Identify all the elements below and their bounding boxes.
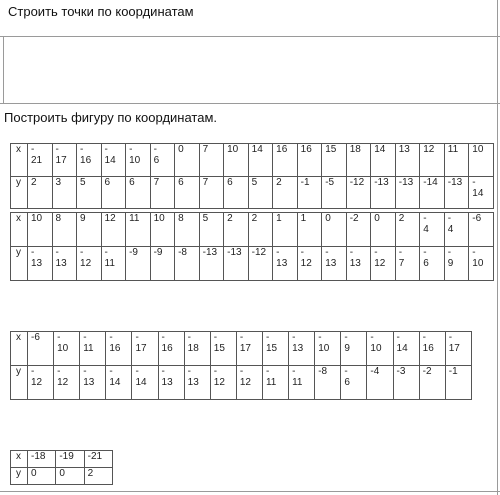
coord-cell: [371, 144, 396, 177]
coord-value: - 11: [292, 366, 303, 388]
coord-value: - 12: [31, 366, 43, 388]
divider-bottom: [0, 491, 500, 492]
coord-cell: [297, 213, 322, 247]
coord-value: 0: [325, 213, 331, 224]
task2-title: Построить фигуру по координатам.: [4, 110, 218, 125]
row-x: [11, 451, 113, 468]
coords-table-3: [10, 331, 472, 400]
row-x: [11, 332, 472, 366]
coord-cell: [236, 332, 262, 366]
row-x: [11, 144, 494, 177]
coord-value: -8: [318, 366, 328, 377]
coord-cell: [297, 177, 322, 209]
coord-cell: [273, 144, 298, 177]
coord-cell: [158, 366, 184, 400]
coord-cell: [469, 247, 494, 281]
coord-cell: [346, 247, 371, 281]
row-label: x: [11, 332, 28, 366]
right-border: [497, 0, 498, 495]
coord-cell: [28, 213, 53, 247]
coord-value: -13: [398, 177, 414, 188]
coord-value: - 13: [161, 366, 173, 388]
coord-cell: [175, 177, 200, 209]
coord-value: 10: [153, 213, 165, 224]
coord-value: -6: [472, 213, 482, 224]
row-label: y: [11, 247, 28, 281]
coord-value: - 16: [422, 332, 434, 354]
coord-value: - 10: [472, 247, 484, 269]
coord-value: -19: [59, 451, 74, 462]
coord-cell: [184, 332, 210, 366]
coord-value: 10: [227, 144, 239, 155]
coord-value: - 15: [265, 332, 278, 354]
coord-cell: [445, 332, 471, 366]
coord-value: -13: [447, 177, 463, 188]
coord-value: - 17: [55, 144, 67, 166]
coord-value: -9: [129, 247, 138, 258]
coord-value: - 7: [398, 247, 405, 269]
coord-cell: [28, 451, 56, 468]
coord-cell: [289, 366, 315, 400]
coord-cell: [52, 177, 77, 209]
coord-cell: [126, 177, 151, 209]
coord-value: - 11: [104, 247, 115, 269]
coord-cell: [184, 366, 210, 400]
coord-cell: [371, 213, 396, 247]
coord-cell: [77, 144, 102, 177]
coord-cell: [289, 332, 315, 366]
row-label: y: [11, 177, 28, 209]
coord-cell: [297, 144, 322, 177]
coord-value: - 4: [423, 213, 429, 235]
coord-cell: [248, 247, 273, 281]
coord-value: 6: [129, 177, 135, 188]
coord-value: 0: [31, 468, 37, 479]
coord-value: - 14: [396, 332, 408, 354]
coord-cell: [210, 332, 236, 366]
row-y: [11, 177, 494, 209]
coord-cell: [52, 247, 77, 281]
row-y: [11, 366, 472, 400]
coord-value: 7: [202, 177, 209, 188]
coord-value: -2: [422, 366, 432, 377]
coord-value: 13: [398, 144, 410, 155]
coord-value: 0: [59, 468, 65, 479]
coord-value: - 16: [109, 332, 121, 354]
coord-cell: [150, 177, 175, 209]
coord-value: - 6: [153, 144, 160, 166]
coord-cell: [346, 213, 371, 247]
coord-cell: [273, 247, 298, 281]
coord-cell: [322, 144, 347, 177]
coord-cell: [106, 332, 132, 366]
coord-value: 8: [55, 213, 62, 224]
coord-value: - 21: [31, 144, 43, 166]
coord-value: - 13: [349, 247, 361, 269]
coord-cell: [419, 366, 445, 400]
coord-value: - 12: [239, 366, 251, 388]
coord-value: 7: [202, 144, 209, 155]
coord-cell: [273, 213, 298, 247]
coord-value: 8: [178, 213, 184, 224]
coord-value: -3: [396, 366, 406, 377]
coord-cell: [248, 177, 273, 209]
coord-value: 2: [87, 468, 94, 479]
left-border: [3, 36, 4, 104]
coord-value: 10: [472, 144, 484, 155]
coord-cell: [444, 144, 469, 177]
coord-cell: [52, 213, 77, 247]
coord-cell: [28, 144, 53, 177]
coord-value: -18: [31, 451, 46, 462]
coord-value: -4: [370, 366, 380, 377]
coord-cell: [224, 247, 249, 281]
coord-cell: [445, 366, 471, 400]
coord-value: 10: [31, 213, 43, 224]
coord-value: - 17: [448, 332, 460, 354]
coord-cell: [273, 177, 298, 209]
coord-cell: [150, 213, 175, 247]
coord-cell: [101, 144, 126, 177]
coord-value: -13: [374, 177, 389, 188]
coord-value: - 16: [161, 332, 173, 354]
coord-value: 1: [276, 213, 282, 224]
coord-value: 14: [374, 144, 386, 155]
coord-cell: [199, 213, 224, 247]
coord-cell: [322, 177, 347, 209]
coord-value: - 10: [129, 144, 141, 166]
coords-table-4: [10, 450, 113, 485]
coord-value: - 4: [447, 213, 454, 235]
coord-value: - 9: [344, 332, 350, 354]
row-x: [11, 213, 494, 247]
coord-cell: [28, 177, 53, 209]
coord-value: - 12: [57, 366, 69, 388]
coord-cell: [371, 177, 396, 209]
coord-value: -6: [31, 332, 40, 343]
coord-cell: [77, 247, 102, 281]
coord-cell: [322, 247, 347, 281]
coord-cell: [248, 144, 273, 177]
row-y: [11, 468, 113, 485]
coord-cell: [444, 177, 469, 209]
coord-value: - 17: [239, 332, 251, 354]
coord-cell: [52, 144, 77, 177]
coord-value: -1: [448, 366, 458, 377]
coord-value: 11: [447, 144, 459, 155]
coord-value: 1: [300, 213, 307, 224]
coords-table-2: [10, 212, 494, 281]
row-label: x: [11, 213, 28, 247]
coord-cell: [371, 247, 396, 281]
coord-cell: [132, 332, 158, 366]
coord-value: - 14: [472, 177, 484, 199]
coord-cell: [28, 366, 54, 400]
coords-table-1: [10, 143, 494, 209]
coord-value: - 13: [83, 366, 95, 388]
coord-value: 6: [104, 177, 111, 188]
coord-value: -8: [178, 247, 187, 258]
coord-cell: [84, 451, 112, 468]
row-label: y: [11, 366, 28, 400]
coord-cell: [199, 247, 224, 281]
coord-cell: [248, 213, 273, 247]
coord-value: - 9: [447, 247, 454, 269]
coord-value: 5: [251, 177, 258, 188]
divider-middle: [0, 103, 500, 104]
coord-value: 6: [178, 177, 184, 188]
coord-value: - 11: [265, 366, 277, 388]
row-label: x: [11, 451, 28, 468]
coord-cell: [56, 468, 84, 485]
coord-cell: [101, 213, 126, 247]
coord-cell: [419, 332, 445, 366]
coord-value: - 13: [292, 332, 304, 354]
coord-cell: [367, 366, 393, 400]
coord-cell: [393, 366, 419, 400]
coord-value: 5: [202, 213, 209, 224]
coord-value: - 6: [344, 366, 350, 388]
task1-title: Строить точки по координатам: [8, 4, 194, 19]
coord-cell: [395, 144, 420, 177]
coord-value: - 16: [80, 144, 92, 166]
coord-cell: [346, 177, 371, 209]
coord-value: 3: [55, 177, 62, 188]
coord-cell: [54, 332, 80, 366]
coord-value: 6: [227, 177, 233, 188]
coord-cell: [175, 247, 200, 281]
coord-cell: [393, 332, 419, 366]
coord-value: 15: [325, 144, 337, 155]
coord-cell: [367, 332, 393, 366]
coord-value: 14: [251, 144, 263, 155]
coord-value: - 12: [374, 247, 386, 269]
coord-value: 0: [178, 144, 184, 155]
coord-value: 18: [349, 144, 361, 155]
coord-value: -5: [325, 177, 335, 188]
coord-cell: [395, 213, 420, 247]
coord-value: 9: [80, 213, 86, 224]
coord-cell: [77, 213, 102, 247]
coord-cell: [297, 247, 322, 281]
coord-cell: [315, 332, 341, 366]
coord-cell: [262, 332, 288, 366]
coord-cell: [322, 213, 347, 247]
coord-cell: [420, 144, 445, 177]
coord-value: -12: [251, 247, 267, 258]
coord-cell: [150, 144, 175, 177]
coord-cell: [28, 247, 53, 281]
coord-cell: [158, 332, 184, 366]
coord-cell: [126, 144, 151, 177]
coord-cell: [101, 177, 126, 209]
coord-value: 7: [153, 177, 160, 188]
coord-cell: [132, 366, 158, 400]
coord-cell: [54, 366, 80, 400]
coord-value: 2: [276, 177, 282, 188]
coord-value: - 13: [325, 247, 337, 269]
coord-value: - 13: [31, 247, 43, 269]
row-y: [11, 247, 494, 281]
coord-cell: [469, 213, 494, 247]
coord-cell: [106, 366, 132, 400]
coord-cell: [420, 177, 445, 209]
coord-value: 12: [423, 144, 435, 155]
coord-value: 16: [300, 144, 312, 155]
divider-top: [0, 36, 500, 37]
coord-value: 16: [276, 144, 288, 155]
coord-value: - 18: [187, 332, 199, 354]
row-label: x: [11, 144, 28, 177]
coord-cell: [80, 332, 106, 366]
coord-value: - 12: [213, 366, 225, 388]
coord-cell: [469, 177, 494, 209]
coord-value: 2: [251, 213, 258, 224]
coord-cell: [420, 213, 445, 247]
coord-value: -13: [202, 247, 218, 258]
coord-cell: [346, 144, 371, 177]
coord-cell: [420, 247, 445, 281]
coord-cell: [199, 144, 224, 177]
coord-cell: [56, 451, 84, 468]
coord-cell: [150, 247, 175, 281]
coord-value: -13: [227, 247, 242, 258]
coord-cell: [199, 177, 224, 209]
coord-value: -9: [153, 247, 163, 258]
coord-value: - 10: [57, 332, 69, 354]
coord-value: -12: [349, 177, 365, 188]
coord-cell: [341, 366, 367, 400]
coord-value: - 17: [135, 332, 147, 354]
coord-value: 2: [31, 177, 37, 188]
coord-value: - 15: [213, 332, 225, 354]
coord-cell: [444, 213, 469, 247]
coord-value: 12: [104, 213, 116, 224]
coord-cell: [84, 468, 112, 485]
coord-cell: [175, 144, 200, 177]
coord-value: - 14: [104, 144, 116, 166]
coord-cell: [395, 247, 420, 281]
coord-cell: [126, 247, 151, 281]
coord-cell: [224, 177, 249, 209]
coord-cell: [28, 468, 56, 485]
coord-cell: [224, 144, 249, 177]
coord-value: 2: [398, 213, 405, 224]
coord-value: - 11: [83, 332, 94, 354]
coord-cell: [126, 213, 151, 247]
coord-cell: [101, 247, 126, 281]
coord-cell: [315, 366, 341, 400]
coord-cell: [77, 177, 102, 209]
coord-value: - 12: [80, 247, 92, 269]
coord-value: - 12: [300, 247, 312, 269]
coord-cell: [175, 213, 200, 247]
coord-value: - 10: [318, 332, 330, 354]
coord-value: - 13: [187, 366, 199, 388]
coord-cell: [341, 332, 367, 366]
coord-value: - 14: [109, 366, 121, 388]
coord-cell: [469, 144, 494, 177]
row-label: y: [11, 468, 28, 485]
coord-value: -2: [349, 213, 359, 224]
coord-value: 5: [80, 177, 86, 188]
coord-cell: [395, 177, 420, 209]
coord-cell: [262, 366, 288, 400]
coord-cell: [236, 366, 262, 400]
coord-cell: [28, 332, 54, 366]
coord-value: - 10: [370, 332, 382, 354]
coord-value: 0: [374, 213, 380, 224]
coord-value: 11: [129, 213, 140, 224]
coord-cell: [80, 366, 106, 400]
coord-cell: [210, 366, 236, 400]
coord-value: - 13: [55, 247, 67, 269]
coord-value: -21: [87, 451, 103, 462]
coord-value: - 14: [135, 366, 147, 388]
coord-value: - 6: [423, 247, 429, 269]
coord-value: - 13: [276, 247, 288, 269]
coord-cell: [444, 247, 469, 281]
coord-value: 2: [227, 213, 233, 224]
coord-value: -1: [300, 177, 310, 188]
coord-value: -14: [423, 177, 438, 188]
coord-cell: [224, 213, 249, 247]
